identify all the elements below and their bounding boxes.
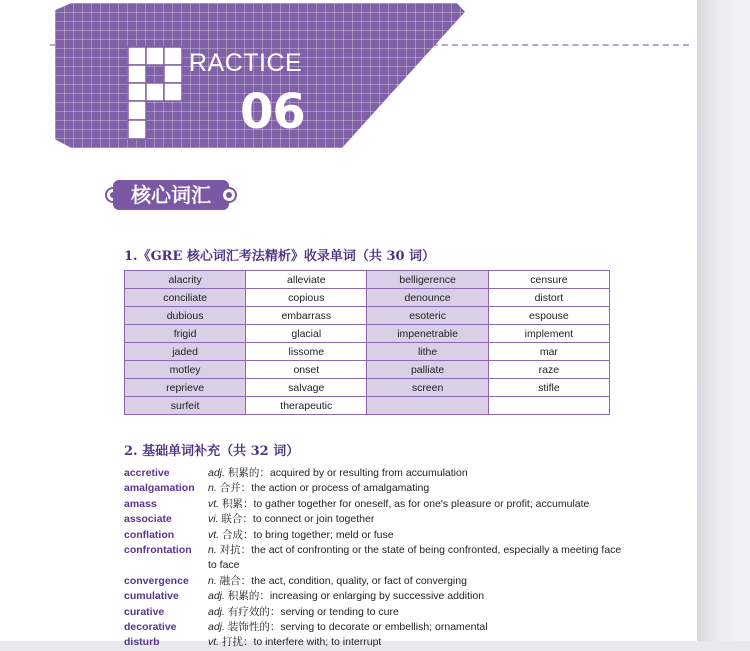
word-cell: belligerence <box>367 271 488 289</box>
page-edge <box>697 0 750 641</box>
entry-definition <box>208 589 624 604</box>
entry-definition <box>208 574 624 589</box>
table-row <box>125 289 610 307</box>
entry-pos: n. <box>208 544 217 557</box>
word-cell: salvage <box>246 379 367 397</box>
definition-entry <box>124 620 624 635</box>
word-cell: conciliate <box>125 289 246 307</box>
big-p-letter-icon <box>128 47 182 139</box>
entry-pos: vi. <box>208 513 219 526</box>
word-cell: alacrity <box>125 271 246 289</box>
entry-pos: adj. <box>208 605 225 618</box>
word-cell: impenetrable <box>367 325 488 343</box>
entry-text: 融合：the act, condition, quality, or fact of converging <box>216 574 467 587</box>
core-words-table <box>124 270 610 415</box>
word-cell: embarrass <box>246 307 367 325</box>
word-cell: denounce <box>367 289 488 307</box>
entry-text: 合并：the action or process of amalgamating <box>216 482 430 495</box>
entry-definition <box>208 497 624 512</box>
word-cell: frigid <box>125 325 246 343</box>
word-cell: copious <box>246 289 367 307</box>
table-row <box>125 343 610 361</box>
word-cell: mar <box>488 343 609 361</box>
entry-word: amass <box>124 497 157 510</box>
word-cell <box>367 397 488 415</box>
word-cell: esoteric <box>367 307 488 325</box>
entry-pos: adj. <box>208 467 225 479</box>
entry-definition <box>208 605 624 620</box>
entry-definition <box>208 481 624 496</box>
word-cell: reprieve <box>125 379 246 397</box>
practice-word: RACTICE <box>189 49 303 77</box>
definition-entry <box>124 497 624 512</box>
entry-word: convergence <box>124 574 189 587</box>
entry-text: 积累：to gather together for oneself, as for one's pleasure or profit; accumulate <box>219 497 590 510</box>
entry-text: 有疗效的：serving or tending to cure <box>224 605 399 618</box>
definition-entry <box>124 466 624 481</box>
definition-entry <box>124 574 624 589</box>
word-cell: therapeutic <box>246 397 367 415</box>
entry-text: 积累的：increasing or enlarging by successive addition <box>224 590 485 603</box>
word-cell: surfeit <box>125 397 246 415</box>
definition-entry <box>124 543 624 574</box>
entry-pos: adj. <box>208 621 225 634</box>
entry-definition <box>208 512 624 527</box>
entry-word: disturb <box>124 636 160 649</box>
entry-text: 装饰性的：serving to decorate or embellish; ornamental <box>224 621 488 634</box>
definitions-list <box>124 466 624 651</box>
entry-definition <box>208 635 624 650</box>
table-row <box>125 379 610 397</box>
entry-pos: vt. <box>208 528 220 541</box>
word-cell: implement <box>488 325 609 343</box>
entry-word: amalgamation <box>124 482 195 495</box>
word-cell: censure <box>488 271 609 289</box>
entry-word: decorative <box>124 621 177 634</box>
word-cell: jaded <box>125 343 246 361</box>
word-cell <box>488 397 609 415</box>
list2-heading: 2. 基础单词补充（共 32 词） <box>124 444 300 459</box>
entry-word: accretive <box>124 467 170 479</box>
table-row <box>125 307 610 325</box>
definition-entry <box>124 589 624 604</box>
entry-word: associate <box>124 513 172 526</box>
definition-entry <box>124 512 624 527</box>
entry-text: 对抗：the act of confronting or the state of being confronted, especially a meeting face to face <box>208 544 622 572</box>
definition-entry <box>124 481 624 496</box>
practice-number: 06 <box>240 84 305 140</box>
word-cell: glacial <box>246 325 367 343</box>
word-cell: lithe <box>367 343 488 361</box>
definition-entry <box>124 635 624 650</box>
entry-definition <box>208 466 624 481</box>
table-row <box>125 361 610 379</box>
definition-entry <box>124 528 624 543</box>
word-cell: dubious <box>125 307 246 325</box>
list1-heading: 1.《GRE 核心词汇考法精析》收录单词（共 30 词） <box>124 249 436 264</box>
entry-text: 积累的：acquired by or resulting from accumulation <box>224 467 468 479</box>
word-cell: lissome <box>246 343 367 361</box>
entry-text: 合成：to bring together; meld or fuse <box>219 528 394 541</box>
header-right-cap-icon <box>221 187 237 203</box>
table-row <box>125 397 610 415</box>
word-cell: alleviate <box>246 271 367 289</box>
table-row <box>125 271 610 289</box>
entry-definition <box>208 620 624 635</box>
entry-pos: n. <box>208 482 217 495</box>
word-cell: motley <box>125 361 246 379</box>
word-cell: stifle <box>488 379 609 397</box>
word-cell: raze <box>488 361 609 379</box>
word-cell: espouse <box>488 307 609 325</box>
table-row <box>125 325 610 343</box>
entry-word: curative <box>124 605 165 618</box>
entry-pos: vt. <box>208 497 220 510</box>
entry-text: 打扰：to interfere with; to interrupt <box>219 636 382 649</box>
entry-pos: adj. <box>208 590 225 603</box>
definition-entry <box>124 605 624 620</box>
section-header <box>101 180 241 210</box>
entry-word: cumulative <box>124 590 179 603</box>
entry-pos: vt. <box>208 636 220 649</box>
word-cell: palliate <box>367 361 488 379</box>
entry-pos: n. <box>208 574 217 587</box>
entry-word: confrontation <box>124 544 192 557</box>
word-cell: screen <box>367 379 488 397</box>
entry-text: 联合：to connect or join together <box>218 513 375 526</box>
entry-word: conflation <box>124 528 175 541</box>
entry-definition <box>208 528 624 543</box>
entry-definition <box>208 543 624 574</box>
word-cell: onset <box>246 361 367 379</box>
section-title: 核心词汇 <box>131 183 211 207</box>
word-cell: distort <box>488 289 609 307</box>
